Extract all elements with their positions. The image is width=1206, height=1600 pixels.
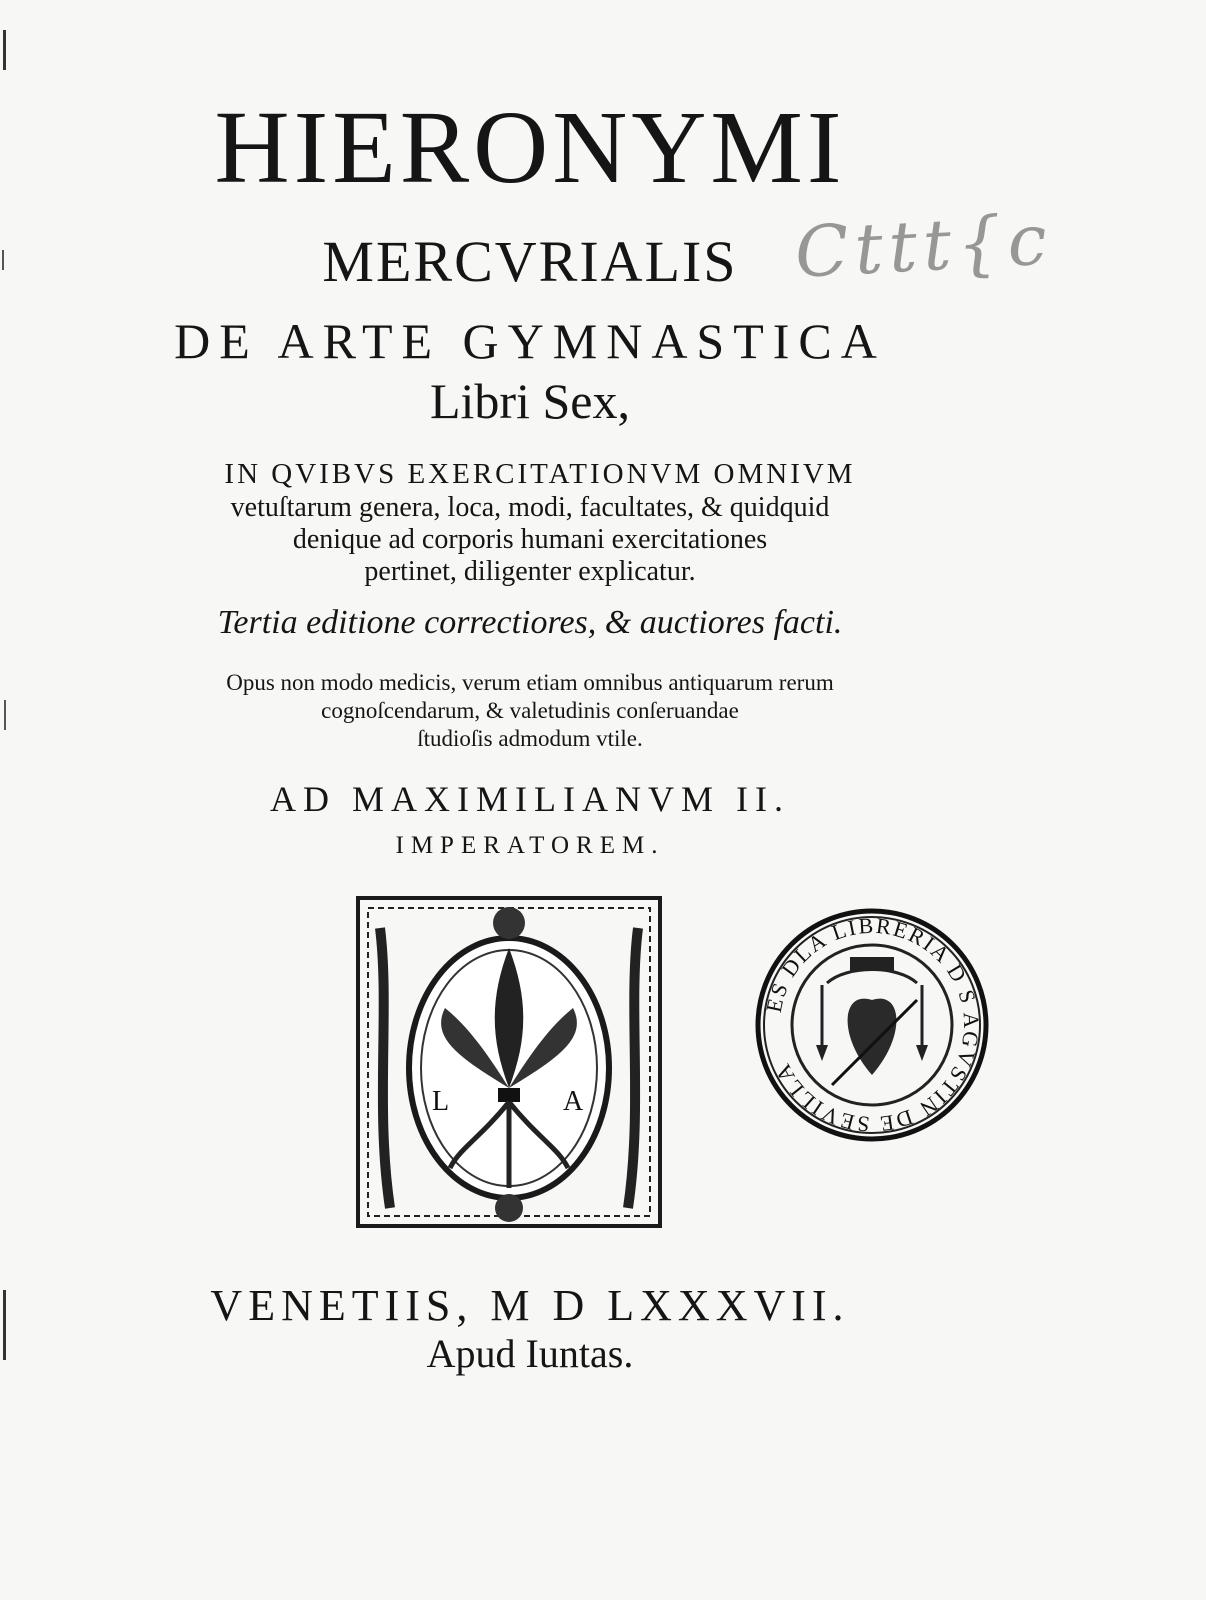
imprint-printer: Apud Iuntas. (426, 1331, 634, 1376)
description-line: denique ad corporis humani exercitationes (292, 524, 768, 555)
description-line: pertinet, diligenter explicatur. (364, 556, 696, 587)
audience-note-line: ſtudioſis admodum vtile. (417, 726, 643, 751)
printers-device-fleur-de-lis (350, 888, 668, 1233)
author-first-name: HIERONYMI (214, 90, 846, 205)
dedication: AD MAXIMILIANVM II. (270, 779, 790, 819)
stamp-text: ES DLA LIBRERIA D S AGVSTIN DE SEVILLA (760, 912, 985, 1138)
audience-note-line: cognoſcendarum, & valetudinis conſeruandae (321, 698, 739, 723)
handwritten-note: Cttt{c (793, 198, 1055, 294)
author-last-name: MERCVRIALIS (322, 229, 738, 294)
book-title: DE ARTE GYMNASTICA (174, 313, 886, 369)
description-line: IN QVIBVS EXERCITATIONVM OMNIVM (224, 458, 856, 490)
device-letter-a: A (563, 1086, 584, 1117)
description-line: vetuſtarum genera, loca, modi, facultates, & quidquid (230, 492, 830, 523)
imprint-place-date: VENETIIS, M D LXXXVII. (210, 1281, 850, 1330)
device-letter-l: L (432, 1086, 450, 1117)
library-stamp-seal (752, 905, 992, 1145)
book-subtitle: Libri Sex, (430, 373, 630, 429)
edition-note: Tertia editione correctiores, & auctiores facti. (217, 604, 843, 641)
audience-note-line: Opus non modo medicis, verum etiam omnibus antiquarum rerum (226, 670, 834, 695)
dedication-title: IMPERATOREM. (395, 832, 665, 859)
